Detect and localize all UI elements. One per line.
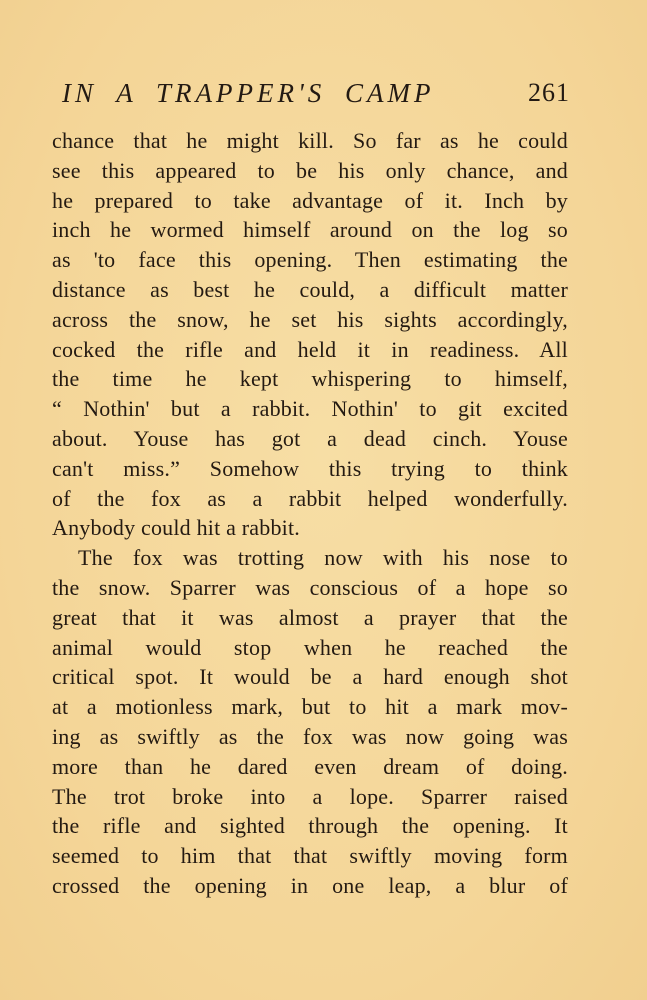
text-line: as 'to face this opening. Then estimating the (52, 247, 568, 273)
text-line: see this appeared to be his only chance, and (52, 157, 568, 183)
text-line: can't miss.” Somehow this trying to think (52, 455, 568, 481)
running-head (62, 78, 570, 114)
text-line: of the fox as a rabbit helped wonderfully. (52, 485, 568, 511)
paragraph-end-line: Anybody could hit a rabbit. (52, 515, 300, 541)
text-line: the snow. Sparrer was conscious of a hope so (52, 574, 568, 600)
text-line: inch he wormed himself around on the log so (52, 217, 568, 243)
text-line: about. Youse has got a dead cinch. Youse (52, 425, 568, 451)
text-line: “ Nothin' but a rabbit. Nothin' to git excited (52, 396, 568, 422)
text-line: more than he dared even dream of doing. (52, 753, 568, 779)
text-line: crossed the opening in one leap, a blur of (52, 872, 568, 898)
paragraph-start-line: The fox was trotting now with his nose to (78, 545, 568, 571)
text-line: critical spot. It would be a hard enough shot (52, 664, 568, 690)
text-line: the time he kept whispering to himself, (52, 366, 568, 392)
text-line: the rifle and sighted through the opening. It (52, 813, 568, 839)
running-title: IN A TRAPPER'S CAMP (62, 78, 435, 108)
body-text (52, 126, 568, 901)
text-line: The trot broke into a lope. Sparrer raised (52, 783, 568, 809)
text-line: great that it was almost a prayer that the (52, 604, 568, 630)
text-line: seemed to him that that swiftly moving form (52, 843, 568, 869)
text-line: at a motionless mark, but to hit a mark mov- (52, 694, 568, 720)
page-number: 261 (528, 78, 570, 107)
text-line: ing as swiftly as the fox was now going was (52, 723, 568, 749)
text-line: across the snow, he set his sights accordingly, (52, 306, 568, 332)
text-line: chance that he might kill. So far as he could (52, 128, 568, 153)
text-line: distance as best he could, a difficult matter (52, 276, 568, 302)
text-line: he prepared to take advantage of it. Inch by (52, 187, 568, 213)
text-line: cocked the rifle and held it in readiness. All (52, 336, 568, 362)
text-line: animal would stop when he reached the (52, 634, 568, 660)
